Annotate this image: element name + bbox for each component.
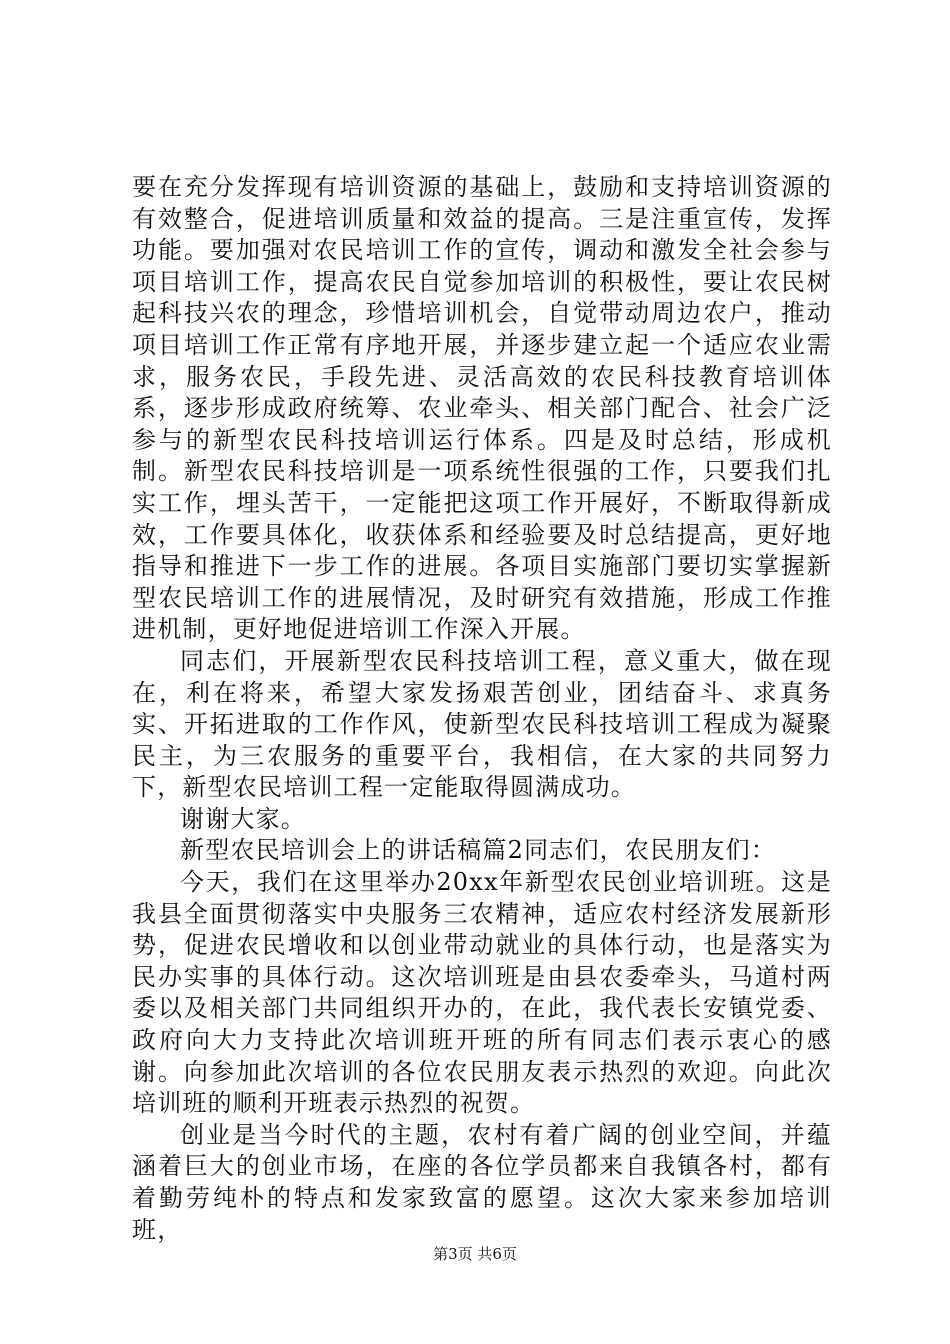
paragraph-entrepreneurship: 创业是当今时代的主题，农村有着广阔的创业空间，并蕴涵着巨大的创业市场，在座的各位学员都来自我镇各村，都有着勤劳纯朴的特点和发家致富的愿望。这次大家来参加培训班， <box>132 1120 832 1244</box>
paragraph-speech-2-heading: 新型农民培训会上的讲话稿篇2同志们，农民朋友们： <box>180 836 777 865</box>
paragraph-closing-remarks: 同志们，开展新型农民科技培训工程，意义重大，做在现在，利在将来，希望大家发扬艰苦创业，团结奋斗、求真务实、开拓进取的工作作风，使新型农民科技培训工程成为凝聚民主，为三农服务的重要平台，我相信，在大家的共同努力下，新型农民培训工程一定能取得圆满成功。 <box>132 646 832 802</box>
document-body <box>132 172 832 1246</box>
paragraph-thanks: 谢谢大家。 <box>180 804 306 833</box>
paragraph-continuation: 要在充分发挥现有培训资源的基础上，鼓励和支持培训资源的有效整合，促进培训质量和效益的提高。三是注重宣传，发挥功能。要加强对农民培训工作的宣传，调动和激发全社会参与项目培训工作，提高农民自觉参加培训的积极性，要让农民树起科技兴农的理念，珍惜培训机会，自觉带动周边农户，推动项目培训工作正常有序地开展，并逐步建立起一个适应农业需求，服务农民，手段先进、灵活高效的农民科技教育培训体系，逐步形成政府统筹、农业牵头、相关部门配合、社会广泛参与的新型农民科技培训运行体系。四是及时总结，形成机制。新型农民科技培训是一项系统性很强的工作，只要我们扎实工作，埋头苦干，一定能把这项工作开展好，不断取得新成效，工作要具体化，收获体系和经验要及时总结提高，更好地指导和推进下一步工作的进展。各项目实施部门要切实掌握新型农民培训工作的进展情况，及时研究有效措施，形成工作推进机制，更好地促进培训工作深入开展。 <box>132 173 832 644</box>
page-number-footer: 第3页 共6页 <box>433 1245 517 1263</box>
paragraph-speech-2-opening: 今天，我们在这里举办20xx年新型农民创业培训班。这是我县全面贯彻落实中央服务三农精神，适应农村经济发展新形势，促进农民增收和以创业带动就业的具体行动，也是落实为民办实事的具体行动。这次培训班是由县农委牵头，马道村两委以及相关部门共同组织开办的，在此，我代表长安镇党委、政府向大力支持此次培训班开班的所有同志们表示衷心的感谢。向参加此次培训的各位农民朋友表示热烈的欢迎。向此次培训班的顺利开班表示热烈的祝贺。 <box>132 868 832 1118</box>
